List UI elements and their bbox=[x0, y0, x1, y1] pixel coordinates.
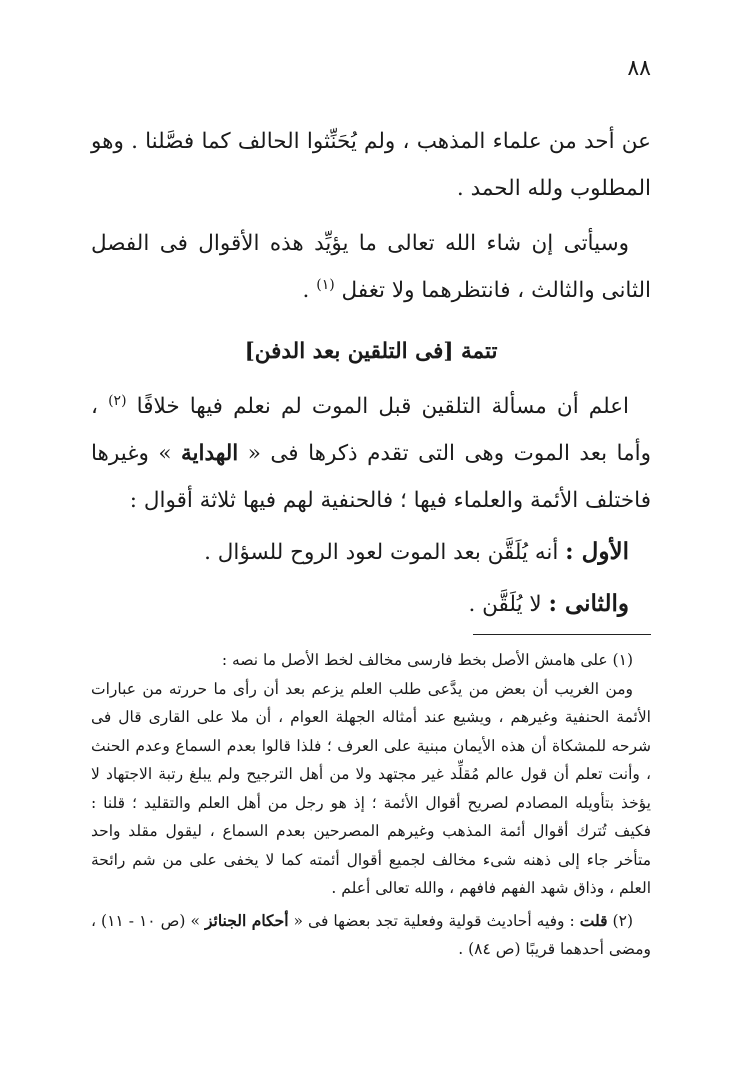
paragraph-3 bbox=[91, 383, 651, 524]
footnote-ref-2[interactable]: (٢) bbox=[108, 392, 127, 409]
footnotes bbox=[91, 646, 651, 964]
footnote-ref-1[interactable]: (١) bbox=[316, 276, 335, 293]
book-title-hidaya: الهداية bbox=[181, 441, 239, 466]
paragraph-1: عن أحد من علماء المذهب ، ولم يُحَنِّثوا الحالف كما فصَّلنا . وهو المطلوب ولله الحمد . bbox=[91, 129, 651, 201]
paragraph-3-part-c: » وغيرها فاختلف الأئمة والعلماء فيها ؛ فالحنفية لهم فيها ثلاثة أقوال : bbox=[91, 441, 651, 513]
list-item-2 bbox=[91, 580, 651, 628]
page-number: ٨٨ bbox=[627, 56, 651, 81]
footnote-2-label: قلت bbox=[579, 910, 608, 930]
footnote-1-intro: (١) على هامش الأصل بخط فارسى مخالف لخط الأصل ما نصه : bbox=[221, 651, 633, 669]
list-item-1-label: الأول : bbox=[565, 538, 629, 565]
paragraph-3-part-a: اعلم أن مسألة التلقين قبل الموت لم نعلم فيها خلافًا bbox=[136, 394, 630, 419]
paragraph-2-text: وسيأتى إن شاء الله تعالى ما يؤيِّد هذه الأقوال فى الفصل الثانى والثالث ، فانتظرهما ولا تغفل bbox=[91, 231, 651, 303]
footnote-2-number: (٢) bbox=[607, 911, 633, 930]
book-title-ahkam: أحكام الجنائز bbox=[204, 910, 289, 930]
footnote-2-part-b: » (ص ١٠ - ١١) ، ومضى أحدهما قريبًا (ص ٨٤) . bbox=[91, 911, 651, 958]
footnote-divider bbox=[473, 634, 651, 635]
section-heading: تتمة [فى التلقين بعد الدفن] bbox=[244, 339, 498, 364]
paragraph-2 bbox=[91, 220, 651, 314]
list-item-2-label: والثانى : bbox=[548, 590, 629, 617]
list-item-1-text: أنه يُلَقَّن بعد الموت لعود الروح للسؤال . bbox=[204, 540, 566, 565]
main-text bbox=[91, 118, 651, 628]
list-item-1 bbox=[91, 528, 651, 576]
paragraph-2-end: . bbox=[302, 278, 317, 303]
list-item-2-text: لا يُلَقَّن . bbox=[468, 592, 549, 617]
footnote-2-part-a: : وفيه أحاديث قولية وفعلية تجد بعضها فى « bbox=[288, 911, 580, 930]
footnote-1-body: ومن الغريب أن بعض من يدَّعى طلب العلم يزعم بعد أن رأى ما حررته من عبارات الأئمة الحنفية وغيرهم ، ويشيع عند أمثاله الجهلة العوام ، أن ملا على القارى قال فى شرحه للمشكاة أن هذه الأيمان مبنية على العرف ؛ فلذا قالوا بعدم السماع وعدم الحنث ، وأنت تعلم أن قول عالم مُقلِّد غير مجتهد ولا من أهل الترجيح ولم يبلغ رتبة الاجتهاد لا يؤخذ بتأويله المصادم لصريح أقوال الأئمة ؛ إذ هو رجل من أهل العلم والتقليد ؛ قلنا : فكيف تُترك أقوال أئمة المذهب وغيرهم المصرحين بعدم السماع ، ليقول مقلد واحد متأخر جاء إلى ذهنه شىء مخالف لجميع أقوال أئمته كما لا يخفى على من شم رائحة العلم ، وذاق شهد الفهم فافهم ، والله تعالى أعلم . bbox=[91, 679, 651, 897]
paragraph-3-part-b: ، وأما بعد الموت وهى التى تقدم ذكرها فى « bbox=[91, 394, 651, 466]
footnote-2 bbox=[91, 907, 651, 964]
